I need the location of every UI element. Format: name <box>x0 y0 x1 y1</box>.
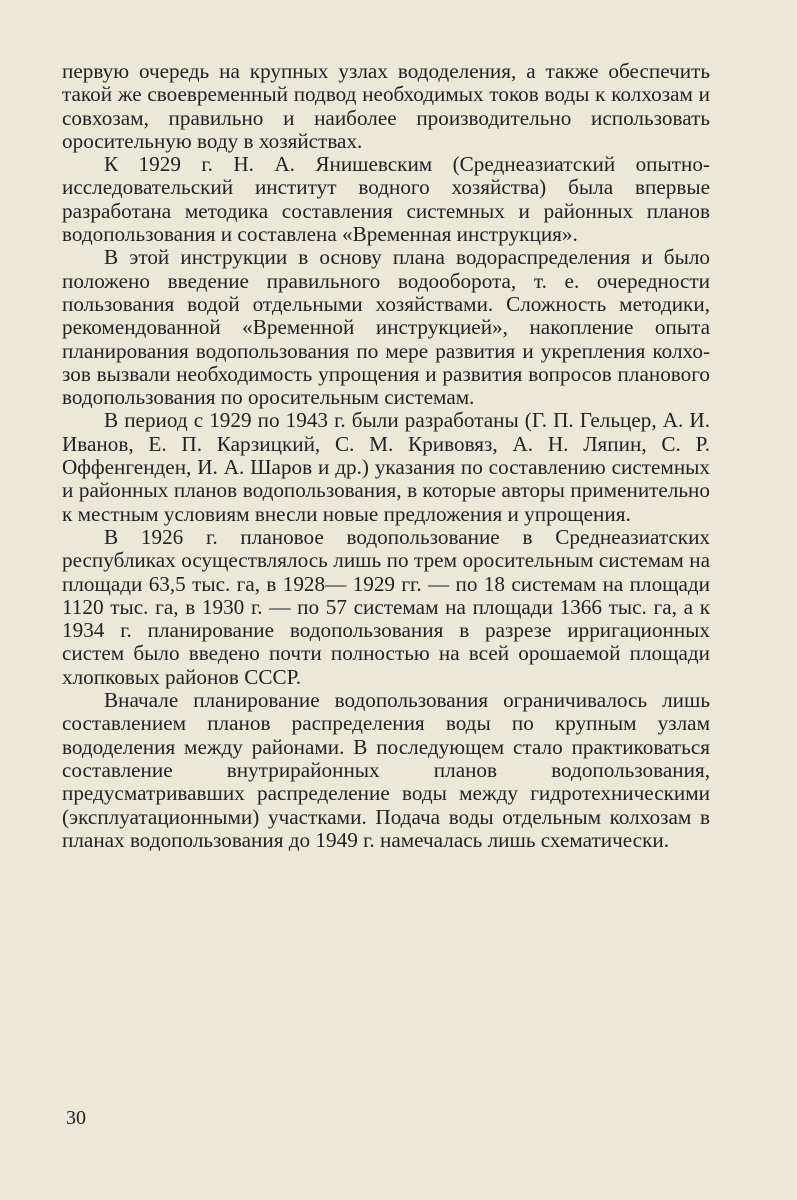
paragraph-6: Вначале планирование водопользования ограничивалось лишь составлением планов распределения воды по крупным узлам вододеления между районами. В последующем стало практиковаться составление внутрирайонных планов водопользования, предусматривавших распределение воды между гидротехническими (эксплуатационными) участками. Подача воды отдельным колхозам в планах водопользования до 1949 г. намечалась лишь схематически. <box>62 688 710 852</box>
paragraph-3: В этой инструкции в основу плана водораспределения и было положено введение правильного водооборота, т. е. очередности пользования водой отдельными хозяйствами. Сложность методики, рекомендованной «Временной инструкцией», накопление опыта планирования водопользования по мере развития и укрепления колхозов вызвали необходимость упрощения и развития вопросов планового водопользования по оросительным системам. <box>62 245 710 410</box>
page-number: 30 <box>66 1107 86 1129</box>
paragraph-4: В период с 1929 по 1943 г. были разработаны (Г. П. Гельцер, А. И. Иванов, Е. П. Карзицкий, С. М. Кривовяз, А. Н. Ляпин, С. Р. Оффенгенден, И. А. Шаров и др.) указания по составлению системных и районных планов водопользования, в которые авторы применительно к местным условиям внесли новые предложения и упрощения. <box>62 408 710 526</box>
paragraph-5: В 1926 г. плановое водопользование в Среднеазиатских республиках осуществлялось лишь по трем оросительным системам на площади 63,5 тыс. га, в 1928— 1929 гг. — по 18 системам на площади 1120 тыс. га, в 1930 г. — по 57 системам на площади 1366 тыс. га, а к 1934 г. планирование водопользования в разрезе ирригационных систем было введено почти полностью на всей орошаемой площади хлопковых районов СССР. <box>62 524 710 689</box>
paragraph-1: первую очередь на крупных узлах вододеления, а также обеспечить такой же своевременный подвод необходимых токов воды к колхозам и совхозам, правильно и наиболее производительно использовать оросительную воду в хозяйствах. <box>62 59 710 153</box>
paragraph-2: К 1929 г. Н. А. Янишевским (Среднеазиатский опытно-исследовательский институт водного хозяйства) была впервые разработана методика составления системных и районных планов водопользования и составлена «Временная инструкция». <box>62 152 710 247</box>
body-text <box>62 60 710 852</box>
